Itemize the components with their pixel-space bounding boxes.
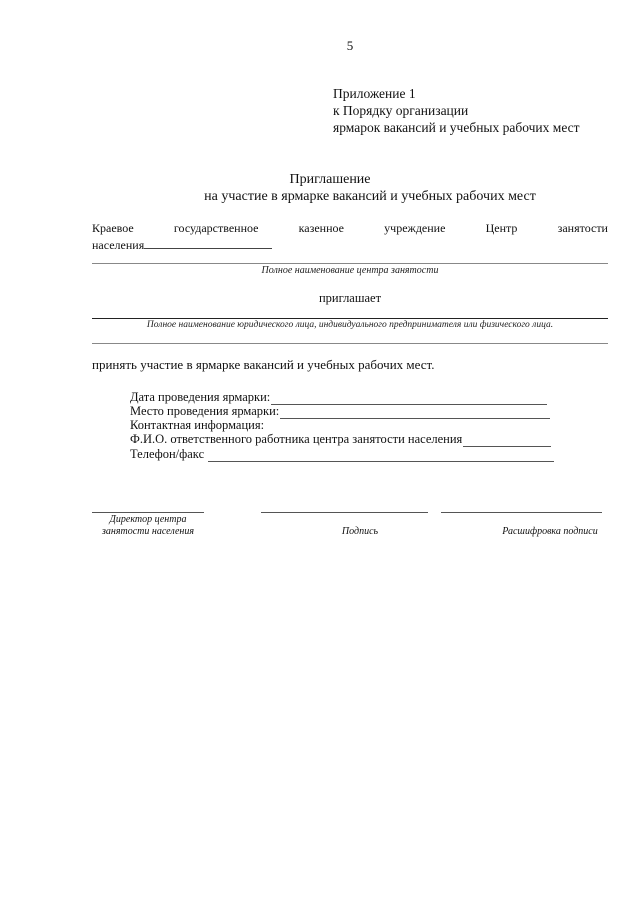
- invitee-line[interactable]: [92, 318, 608, 319]
- decoding-caption: Расшифровка подписи: [502, 526, 598, 537]
- decoding-line[interactable]: [441, 512, 602, 513]
- employment-center-caption: Полное наименование центра занятости: [261, 265, 439, 276]
- director-caption-line-2: занятости населения: [101, 526, 194, 537]
- responsible-person-label: Ф.И.О. ответственного работника центра занятости населения: [130, 432, 463, 446]
- phone-fax-field: [130, 447, 554, 462]
- appendix-line-3: ярмарок вакансий и учебных рабочих мест: [333, 120, 580, 135]
- employment-center-line[interactable]: [92, 263, 608, 264]
- document-subtitle: на участие в ярмарке вакансий и учебных рабочих мест: [204, 189, 536, 204]
- organization-name-row: [92, 221, 608, 236]
- signature-line[interactable]: [261, 512, 428, 513]
- director-caption-line-1: Директор центра: [109, 514, 187, 525]
- responsible-person-field: [130, 432, 551, 447]
- organization-name-row-2: [92, 236, 272, 253]
- signature-caption: Подпись: [341, 526, 379, 537]
- fair-place-input[interactable]: [280, 407, 550, 419]
- page-number: 5: [346, 38, 354, 53]
- fair-date-field: [130, 390, 547, 405]
- org-word: населения: [92, 238, 145, 252]
- invitee-caption: Полное наименование юридического лица, индивидуального предпринимателя или физического лица.: [146, 320, 554, 330]
- invitee-extra-line[interactable]: [92, 343, 608, 344]
- invites-text: приглашает: [318, 291, 382, 305]
- fair-place-field: [130, 404, 550, 419]
- director-line[interactable]: [92, 512, 204, 513]
- appendix-line-2: к Порядку организации: [333, 103, 469, 118]
- document-title: Приглашение: [289, 172, 371, 187]
- org-word: Краевое: [92, 221, 134, 235]
- fair-date-label: Дата проведения ярмарки:: [130, 390, 271, 404]
- org-word: учреждение: [384, 221, 446, 235]
- org-word: государственное: [173, 221, 259, 235]
- org-word: занятости: [557, 221, 608, 235]
- phone-fax-input[interactable]: [208, 450, 554, 462]
- fair-place-label: Место проведения ярмарки:: [130, 404, 280, 418]
- org-word: Центр: [485, 221, 518, 235]
- phone-fax-label: Телефон/факс: [130, 447, 205, 461]
- participate-text: принять участие в ярмарке вакансий и учебных рабочих мест.: [92, 357, 435, 372]
- contact-info-label: Контактная информация:: [130, 418, 265, 432]
- org-name-blank[interactable]: [144, 236, 272, 249]
- contact-info-field: [130, 418, 264, 433]
- responsible-person-input[interactable]: [463, 435, 551, 447]
- org-word: казенное: [298, 221, 344, 235]
- appendix-line-1: Приложение 1: [333, 86, 416, 101]
